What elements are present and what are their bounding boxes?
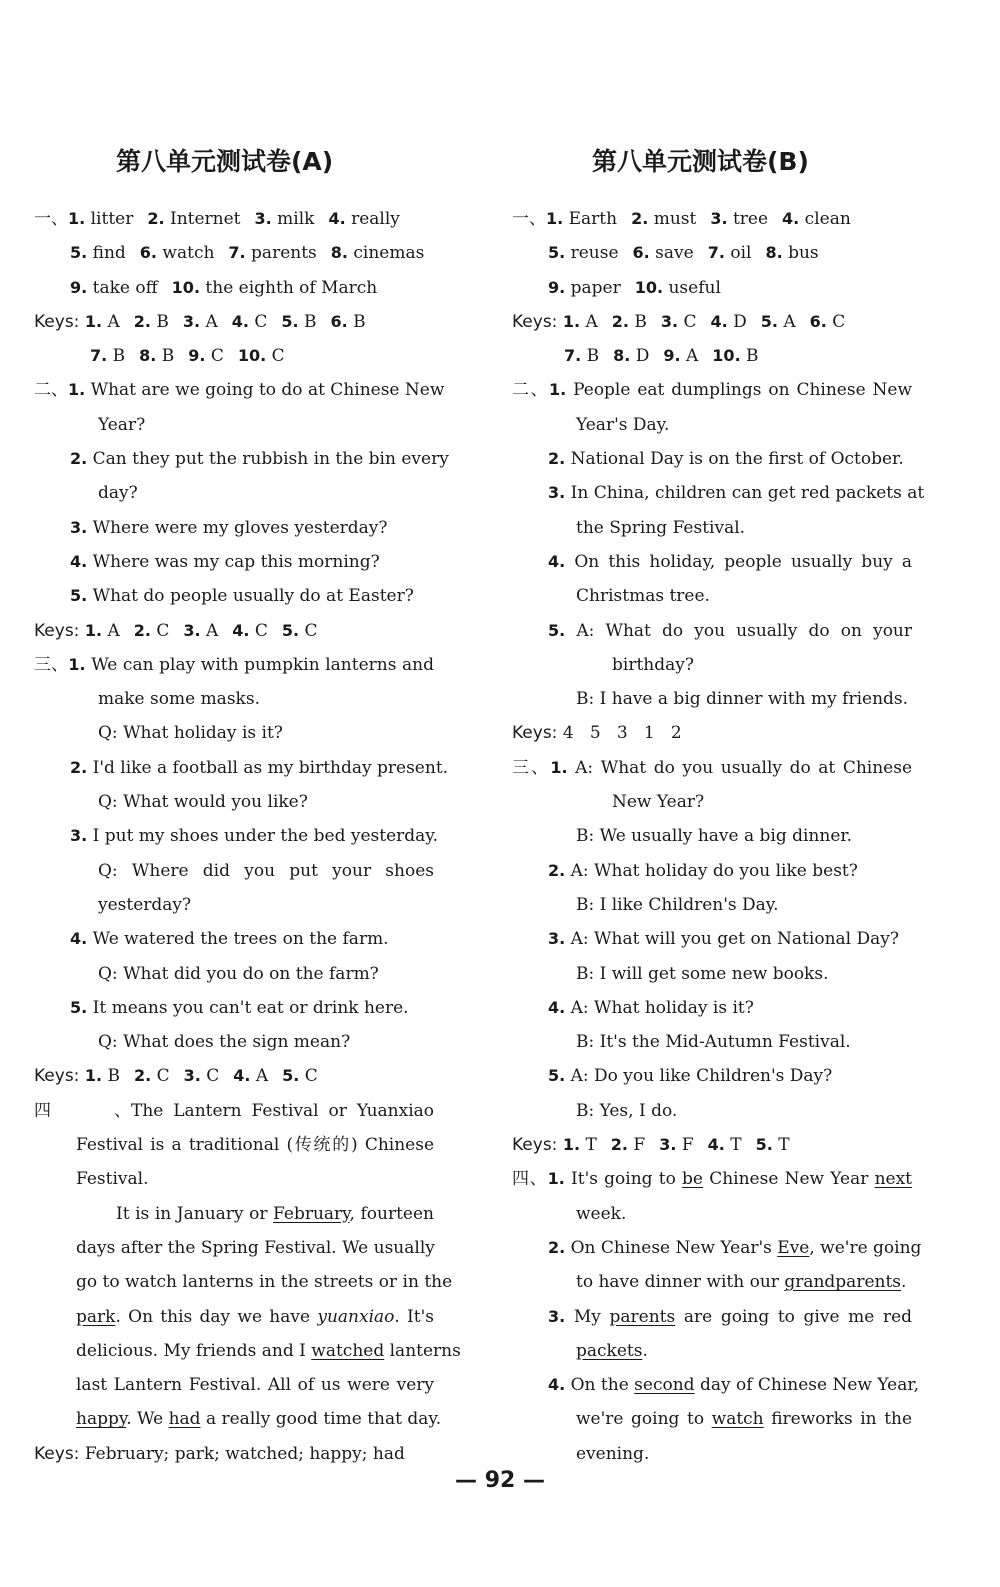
a-s1-row3: 9. take off 10. the eighth of March bbox=[70, 277, 378, 298]
b-s4-item4: 4. On the second day of Chinese New Year, we're going to watch fireworks in the evening. bbox=[548, 1375, 919, 1464]
blank-packets: packets bbox=[576, 1340, 643, 1361]
a-s2-item3: 3. Where were my gloves yesterday? bbox=[70, 517, 388, 538]
a-s2-item1: 二、1. What are we going to do at Chinese New Year? bbox=[34, 380, 445, 435]
a-s3-item3: 3. I put my shoes under the bed yesterday. Q: Where did you put your shoes yesterday? bbox=[70, 826, 439, 915]
b-s2-item3: 3. In China, children can get red packets at the Spring Festival. bbox=[548, 483, 925, 538]
a-s1-keys-row2: 7. B 8. B 9. C 10. C bbox=[90, 346, 285, 367]
blank-eve: Eve bbox=[777, 1237, 810, 1258]
b-s2-keys: Keys: 4 5 3 1 2 bbox=[512, 723, 682, 744]
b-s3-item3: 3. A: What will you get on National Day? B: I will get some new books. bbox=[548, 929, 899, 984]
b-s1-keys-row2: 7. B 8. D 9. A 10. B bbox=[564, 346, 759, 367]
a-s1-keys-row1: Keys: 1. A 2. B 3. A 4. C 5. B 6. B bbox=[34, 311, 366, 332]
blank-parents: parents bbox=[609, 1306, 676, 1327]
blank-february: February bbox=[273, 1203, 350, 1224]
b-s2-item5: 5. A: What do you usually do on your birthday? B: I have a big dinner with my friends. bbox=[548, 620, 913, 710]
a-s1-row1: 一、1. litter 2. Internet 3. milk 4. really bbox=[34, 209, 400, 229]
a-s4-passage: 四、 The Lantern Festival or Yuanxiao Festival is a traditional (传统的) Chinese Festival. It is in January or February, fourteen days after the Spring Festival. We usually go to watch lanterns in the streets or in the park. On this day we have yuanxiao. It's delicious. My friends and I watched lanterns last Lantern Festival. All of us were very happy. We had a really good time that day. bbox=[34, 1100, 461, 1430]
b-s2-item2: 2. National Day is on the first of October. bbox=[548, 449, 904, 470]
b-s1-keys-row1: Keys: 1. A 2. B 3. C 4. D 5. A 6. C bbox=[512, 311, 846, 332]
blank-second: second bbox=[634, 1375, 695, 1396]
a-s3-item4: 4. We watered the trees on the farm. Q: What did you do on the farm? bbox=[70, 929, 389, 984]
blank-park: park bbox=[76, 1306, 116, 1327]
blank-had: had bbox=[168, 1409, 201, 1430]
unit-a-title: 第八单元测试卷(A) bbox=[116, 147, 334, 176]
a-s3-item5: 5. It means you can't eat or drink here. Q: What does the sign mean? bbox=[70, 997, 409, 1053]
b-s3-keys: Keys: 1. T 2. F 3. F 4. T 5. T bbox=[512, 1135, 790, 1156]
a-s2-item5: 5. What do people usually do at Easter? bbox=[70, 586, 414, 607]
blank-watched: watched bbox=[311, 1340, 385, 1361]
a-s2-item2: 2. Can they put the rubbish in the bin every day? bbox=[70, 449, 449, 504]
b-s4-item3: 3. My parents are going to give me red packets. bbox=[548, 1306, 913, 1361]
page-number: — 92 — bbox=[455, 1468, 545, 1493]
a-s2-item4: 4. Where was my cap this morning? bbox=[70, 551, 380, 572]
blank-next: next bbox=[874, 1169, 912, 1190]
b-s2-item1: 二、1. People eat dumplings on Chinese New Year's Day. bbox=[512, 380, 912, 435]
unit-a-column bbox=[34, 140, 461, 1471]
unit-b-column bbox=[512, 140, 925, 1471]
a-s1-row2: 5. find 6. watch 7. parents 8. cinemas bbox=[70, 243, 425, 264]
blank-watch: watch bbox=[711, 1409, 764, 1430]
blank-grandparents: grandparents bbox=[784, 1272, 902, 1293]
b-s1-row1: 一、1. Earth 2. must 3. tree 4. clean bbox=[512, 209, 851, 229]
b-s1-row3: 9. paper 10. useful bbox=[548, 277, 721, 298]
b-s2-item4: 4. On this holiday, people usually buy a Christmas tree. bbox=[548, 551, 912, 607]
unit-b-title: 第八单元测试卷(B) bbox=[592, 147, 809, 176]
b-s3-item5: 5. A: Do you like Children's Day? B: Yes, I do. bbox=[548, 1066, 833, 1121]
b-s4-item2: 2. On Chinese New Year's Eve, we're going to have dinner with our grandparents. bbox=[548, 1237, 922, 1293]
a-s4-keys: Keys: February; park; watched; happy; had bbox=[34, 1443, 405, 1464]
b-s3-item4: 4. A: What holiday is it? B: It's the Mid-Autumn Festival. bbox=[548, 997, 851, 1053]
b-s3-item2: 2. A: What holiday do you like best? B: I like Children's Day. bbox=[548, 860, 858, 915]
a-s2-keys: Keys: 1. A 2. C 3. A 4. C 5. C bbox=[34, 620, 318, 641]
a-s3-item2: 2. I'd like a football as my birthday present. Q: What would you like? bbox=[70, 757, 449, 813]
a-s3-item1: 三、1. We can play with pumpkin lanterns and make some masks. Q: What holiday is it? bbox=[34, 654, 435, 744]
blank-happy: happy bbox=[76, 1409, 127, 1430]
b-s3-item1: 三、1. A: What do you usually do at Chinese New Year? B: We usually have a big dinner. bbox=[512, 757, 913, 847]
b-s1-row2: 5. reuse 6. save 7. oil 8. bus bbox=[548, 243, 819, 264]
b-s4-item1: 四、1. It's going to be Chinese New Year next week. bbox=[512, 1169, 912, 1224]
a-s3-keys: Keys: 1. B 2. C 3. C 4. A 5. C bbox=[34, 1066, 318, 1087]
blank-be: be bbox=[682, 1169, 703, 1190]
